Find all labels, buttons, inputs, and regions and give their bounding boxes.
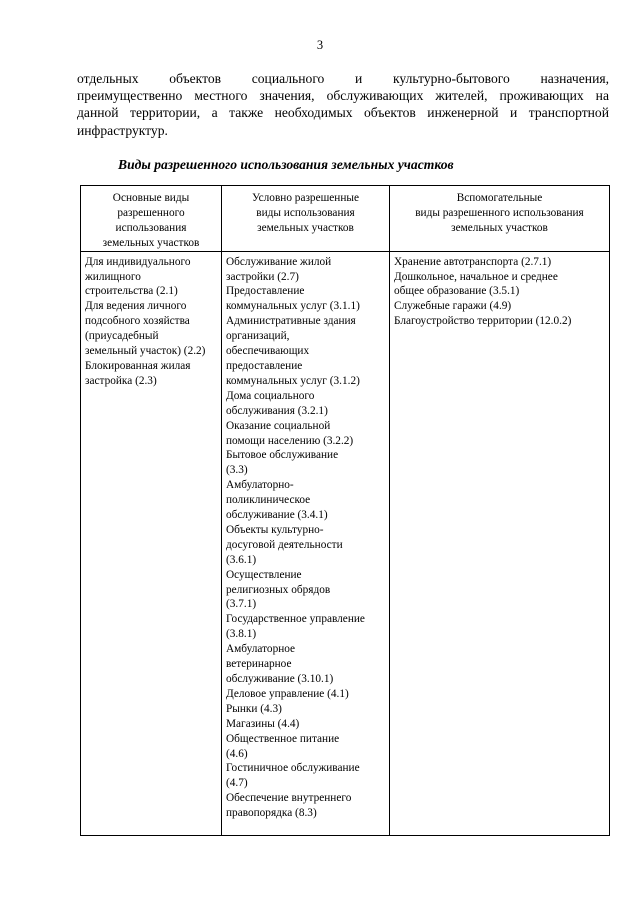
list-item: Оказание социальной xyxy=(226,419,331,432)
header-line: использования xyxy=(115,221,187,234)
list-item: Рынки (4.3) xyxy=(226,702,282,715)
list-item: Деловое управление (4.1) xyxy=(226,687,349,700)
list-item: помощи населению (3.2.2) xyxy=(226,434,354,447)
header-line: земельных участков xyxy=(257,221,354,234)
list-item: Дома социального xyxy=(226,389,315,402)
list-item: организаций, xyxy=(226,330,290,343)
list-item: Объекты культурно- xyxy=(226,523,324,536)
list-item: жилищного xyxy=(85,270,141,283)
intro-line: данной территории, а также необходимых объектов инженерной и транспортной xyxy=(77,105,609,121)
list-item: Административные здания xyxy=(226,315,356,328)
list-item: досуговой деятельности xyxy=(226,538,343,551)
table-row xyxy=(81,251,610,835)
list-item: правопорядка (8.3) xyxy=(226,807,317,820)
list-item: Осуществление xyxy=(226,568,302,581)
header-line: земельных участков xyxy=(451,221,548,234)
list-item: Гостиничное обслуживание xyxy=(226,762,360,775)
list-item: подсобного хозяйства xyxy=(85,315,190,328)
list-item: обеспечивающих xyxy=(226,345,310,358)
list-item: Обслуживание жилой xyxy=(226,255,332,268)
list-item: Благоустройство территории (12.0.2) xyxy=(394,315,572,328)
land-use-table xyxy=(80,185,610,836)
list-item: Блокированная жилая xyxy=(85,359,191,372)
header-line: виды разрешенного использования xyxy=(415,206,584,219)
list-item: (приусадебный xyxy=(85,330,159,343)
list-item: коммунальных услуг (3.1.1) xyxy=(226,300,360,313)
header-line: виды использования xyxy=(256,206,355,219)
list-item: Для индивидуального xyxy=(85,255,191,268)
list-item: Предоставление xyxy=(226,285,305,298)
intro-line: инфраструктур. xyxy=(77,122,168,138)
list-item: (3.3) xyxy=(226,464,248,477)
list-item: застройка (2.3) xyxy=(85,374,157,387)
list-item: (4.6) xyxy=(226,747,248,760)
list-item: Амбулаторное xyxy=(226,643,296,656)
list-item: ветеринарное xyxy=(226,658,292,671)
list-item: Магазины (4.4) xyxy=(226,717,300,730)
list-item: Дошкольное, начальное и среднее xyxy=(394,270,558,283)
header-line: Основные виды xyxy=(112,192,190,204)
header-line: Условно разрешенные xyxy=(252,192,359,204)
list-item: предоставление xyxy=(226,359,303,372)
list-item: (3.6.1) xyxy=(226,553,257,566)
header-line: разрешенного xyxy=(117,206,185,219)
list-item: земельный участок) (2.2) xyxy=(85,345,206,358)
list-item: коммунальных услуг (3.1.2) xyxy=(226,374,360,387)
header-line: земельных участков xyxy=(102,236,200,249)
list-item: застройки (2.7) xyxy=(226,270,299,283)
cell-auxiliary-uses xyxy=(390,251,610,835)
list-item: обслуживание (3.4.1) xyxy=(226,509,328,522)
list-item: Служебные гаражи (4.9) xyxy=(394,300,512,313)
table-header-row xyxy=(81,186,610,252)
list-item: поликлиническое xyxy=(226,494,311,507)
list-item: общее образование (3.5.1) xyxy=(394,285,520,298)
header-cell-auxiliary-uses xyxy=(390,186,610,252)
list-item: обслуживание (3.10.1) xyxy=(226,673,334,685)
list-item: (4.7) xyxy=(226,777,248,790)
cell-conditional-uses xyxy=(222,251,390,835)
list-item: обслуживания (3.2.1) xyxy=(226,404,328,417)
list-item: религиозных обрядов xyxy=(226,583,331,596)
header-cell-conditional-uses xyxy=(222,186,390,252)
list-item: Для ведения личного xyxy=(85,300,187,313)
intro-paragraph xyxy=(77,70,609,139)
section-title: Виды разрешенного использования земельных участков xyxy=(118,157,454,172)
header-cell-main-uses xyxy=(81,186,222,252)
page-number: 3 xyxy=(316,38,324,52)
list-item: Хранение автотранспорта (2.7.1) xyxy=(394,255,552,268)
list-item: (3.8.1) xyxy=(226,628,257,641)
list-item: (3.7.1) xyxy=(226,598,257,611)
list-item: Обеспечение внутреннего xyxy=(226,792,352,805)
list-item: Амбулаторно- xyxy=(226,479,294,492)
list-item: Бытовое обслуживание xyxy=(226,449,339,462)
cell-main-uses xyxy=(81,251,222,835)
list-item: Государственное управление xyxy=(226,613,365,626)
list-item: Общественное питание xyxy=(226,732,340,745)
list-item: строительства (2.1) xyxy=(85,285,178,298)
intro-line: преимущественно местного значения, обслуживающих жителей, проживающих на xyxy=(77,88,609,104)
intro-line: отдельных объектов социального и культурно-бытового назначения, xyxy=(77,71,609,86)
header-line: Вспомогательные xyxy=(456,192,543,204)
